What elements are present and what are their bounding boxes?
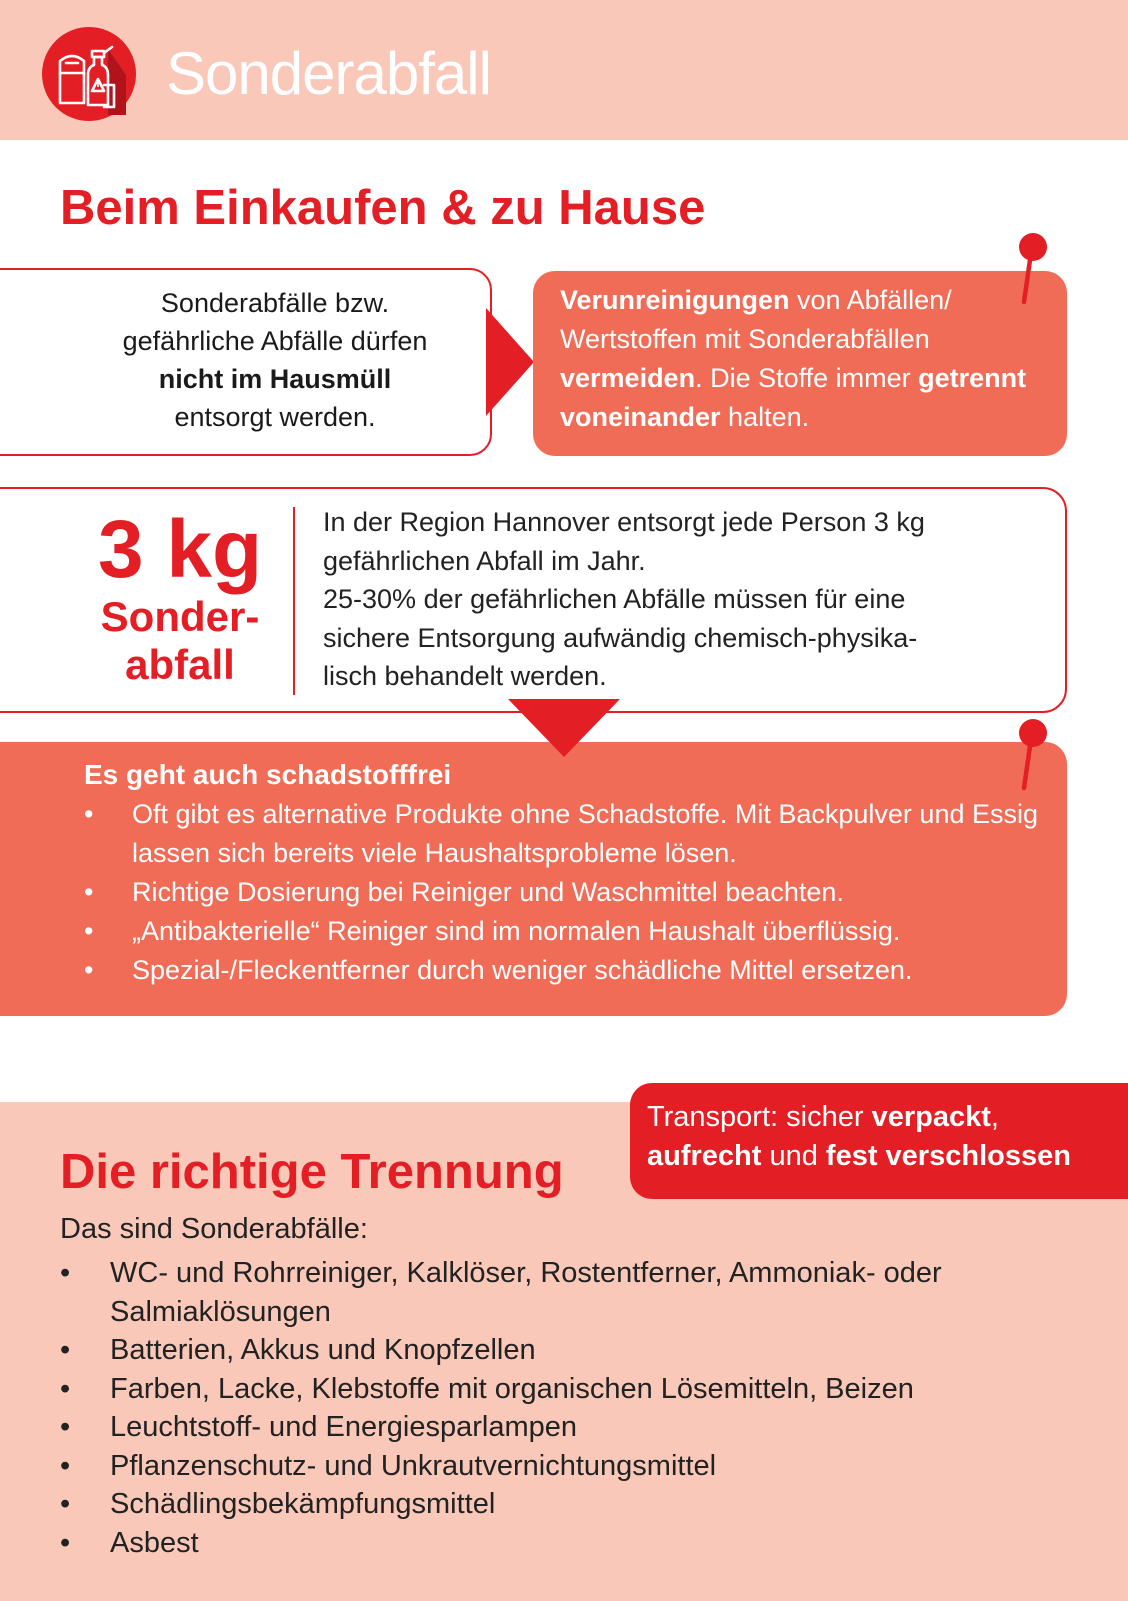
- waste-list-item: • Pflanzenschutz- und Unkrautvernichtungsmittel: [60, 1447, 1070, 1486]
- transport-callout-text: Transport: sicher verpackt, aufrecht und fest verschlossen: [647, 1101, 1071, 1172]
- info-box-household-waste-text: [90, 284, 460, 436]
- hazardous-waste-list: [60, 1254, 1070, 1562]
- info-left-line: entsorgt werden.: [174, 402, 376, 432]
- pushpin-icon: [1012, 716, 1052, 796]
- info-left-line: Sonderabfälle bzw.: [160, 288, 390, 318]
- section-title-shopping: Beim Einkaufen & zu Hause: [60, 181, 706, 235]
- info-box-contamination-text: Verunreinigungen von Abfällen/ Wertstoffen mit Sonderabfällen vermeiden. Die Stoffe immer getrennt voneinander halten.: [560, 285, 1027, 432]
- waste-list-item: • WC- und Rohrreiniger, Kalklöser, Rostentferner, Ammoniak- oder Salmiaklösungen: [60, 1254, 1070, 1331]
- stat-description: In der Region Hannover entsorgt jede Person 3 kg gefährlichen Abfall im Jahr. 25-30% der gefährlichen Abfälle müssen für eine sichere Entsorgung aufwändig chemisch-physika- lisch behandelt werden.: [323, 507, 925, 691]
- section-title-separation: Die richtige Trennung: [60, 1145, 564, 1199]
- waste-list-item: • Batterien, Akkus und Knopfzellen: [60, 1331, 1070, 1370]
- waste-list-item: • Schädlingsbekämpfungsmittel: [60, 1485, 1070, 1524]
- tips-list-item: • Richtige Dosierung bei Reiniger und Waschmittel beachten.: [84, 873, 1054, 912]
- page-title: Sonderabfall: [166, 40, 491, 107]
- tips-list: [84, 795, 1054, 990]
- hazardous-containers-icon: [42, 27, 136, 121]
- tips-list-item: • Spezial-/Fleckentferner durch weniger schädliche Mittel ersetzen.: [84, 951, 1054, 990]
- stat-label: Sonder- abfall: [100, 593, 260, 688]
- tips-title: Es geht auch schadstofffrei: [84, 759, 452, 790]
- info-left-emphasis: nicht im Hausmüll: [158, 364, 392, 394]
- stat-divider: [293, 507, 295, 695]
- arrow-down-icon: [508, 699, 620, 759]
- waste-list-item: • Leuchtstoff- und Energiesparlampen: [60, 1408, 1070, 1447]
- waste-list-item: • Farben, Lacke, Klebstoffe mit organischen Lösemitteln, Beizen: [60, 1370, 1070, 1409]
- stat-value: 3 kg: [97, 504, 263, 595]
- tips-list-item: • Oft gibt es alternative Produkte ohne Schadstoffe. Mit Backpulver und Essig lassen sich bereits viele Haushaltsprobleme lösen.: [84, 795, 1054, 873]
- info-left-line: gefährliche Abfälle dürfen: [122, 326, 428, 356]
- section-intro: Das sind Sonderabfälle:: [60, 1213, 368, 1245]
- pushpin-icon: [1012, 230, 1052, 310]
- waste-list-item: • Asbest: [60, 1524, 1070, 1563]
- tips-list-item: • „Antibakterielle“ Reiniger sind im normalen Haushalt überflüssig.: [84, 912, 1054, 951]
- arrow-right-icon: [484, 308, 536, 416]
